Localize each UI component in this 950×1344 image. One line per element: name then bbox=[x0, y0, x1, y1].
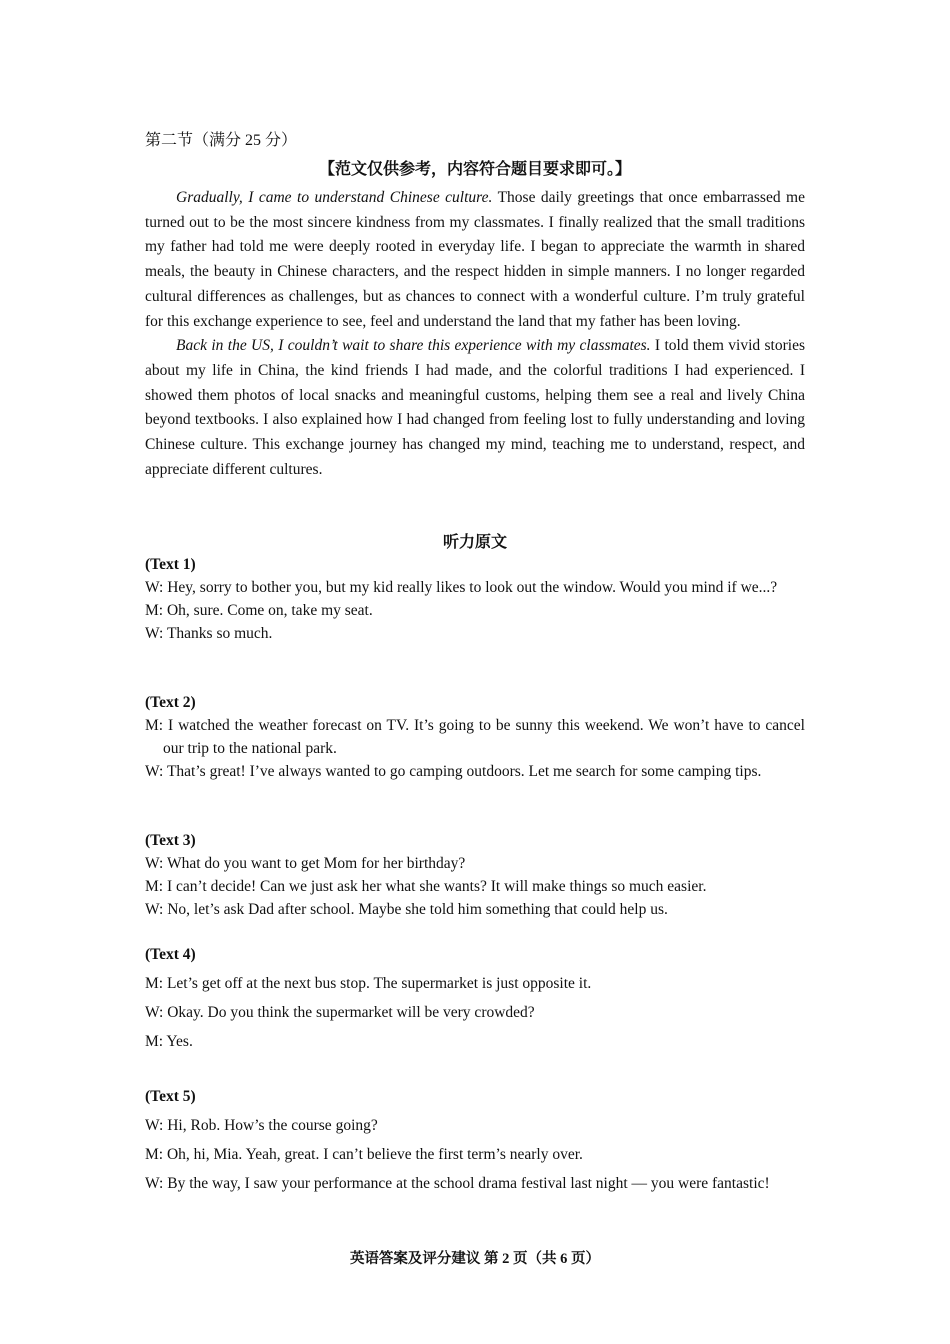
essay-paragraph-2-body: I told them vivid stories about my life in China, the kind friends I had made, and the colorful traditions I had experienced. I showed them photos of local snacks and meaningful customs, helping them see a real and lively China beyond textbooks. I also explained how I had changed from feeling lost to fully understanding and loving Chinese culture. This exchange journey has changed my mind, teaching me to understand, respect, and appreciate different cultures. bbox=[145, 337, 805, 478]
dialogue-line: W: No, let’s ask Dad after school. Maybe she told him something that could help us. bbox=[145, 901, 668, 918]
essay-paragraph-1-body: Those daily greetings that once embarrassed me turned out to be the most sincere kindness from my classmates. I finally realized that the small traditions my father had told me were deeply rooted in everyday life. I began to appreciate the warmth in shared meals, the beauty in Chinese characters, and the respect hidden in simple manners. I no longer regarded cultural differences as challenges, but as chances to connect with a wonderful culture. I’m truly grateful for this exchange experience to see, feel and understand the land that my father has been loving. bbox=[145, 189, 805, 330]
listening-text-3 bbox=[145, 829, 805, 921]
text-label: (Text 2) bbox=[145, 694, 196, 711]
dialogue-line: M: Let’s get off at the next bus stop. The supermarket is just opposite it. bbox=[145, 975, 592, 992]
dialogue-line: M: I can’t decide! Can we just ask her what she wants? It will make things so much easier. bbox=[145, 878, 707, 895]
dialogue-line: W: That’s great! I’ve always wanted to go camping outdoors. Let me search for some camping tips. bbox=[145, 763, 762, 780]
dialogue-line: W: Okay. Do you think the supermarket will be very crowded? bbox=[145, 1004, 535, 1021]
dialogue-line: W: What do you want to get Mom for her birthday? bbox=[145, 855, 466, 872]
listening-text-5 bbox=[145, 1082, 805, 1198]
dialogue-line: W: Hi, Rob. How’s the course going? bbox=[145, 1117, 378, 1134]
page-footer: 英语答案及评分建议 第 2 页（共 6 页） bbox=[349, 1251, 601, 1267]
section-heading: 第二节（满分 25 分） bbox=[145, 132, 298, 149]
text-label: (Text 4) bbox=[145, 946, 196, 963]
listening-text-2 bbox=[145, 691, 805, 783]
dialogue-line: W: Thanks so much. bbox=[145, 625, 273, 642]
text-label: (Text 1) bbox=[145, 556, 196, 573]
listening-title: 听力原文 bbox=[442, 534, 507, 551]
listening-text-4 bbox=[145, 940, 805, 1056]
essay-paragraph-2 bbox=[145, 334, 805, 482]
dialogue-line: W: Hey, sorry to bother you, but my kid really likes to look out the window. Would you mind if we...? bbox=[145, 579, 778, 596]
dialogue-line: M: Oh, hi, Mia. Yeah, great. I can’t believe the first term’s nearly over. bbox=[145, 1146, 583, 1163]
text-label: (Text 5) bbox=[145, 1088, 196, 1105]
dialogue-line: M: Yes. bbox=[145, 1033, 193, 1050]
reference-note: 【范文仅供参考，内容符合题目要求即可。】 bbox=[318, 161, 631, 178]
sample-essay bbox=[145, 186, 805, 482]
essay-paragraph-1 bbox=[145, 186, 805, 334]
essay-paragraph-2-opening: Back in the US, I couldn’t wait to share this experience with my classmates. bbox=[176, 337, 651, 355]
dialogue-line: M: I watched the weather forecast on TV. It’s going to be sunny this weekend. We won’t have to cancel our trip to the national park. bbox=[145, 717, 805, 757]
text-label: (Text 3) bbox=[145, 832, 196, 849]
essay-paragraph-1-opening: Gradually, I came to understand Chinese culture. bbox=[176, 189, 493, 206]
dialogue-line: M: Oh, sure. Come on, take my seat. bbox=[145, 602, 373, 619]
listening-text-1 bbox=[145, 553, 805, 645]
dialogue-line: W: By the way, I saw your performance at the school drama festival last night — you were fantastic! bbox=[145, 1175, 770, 1192]
